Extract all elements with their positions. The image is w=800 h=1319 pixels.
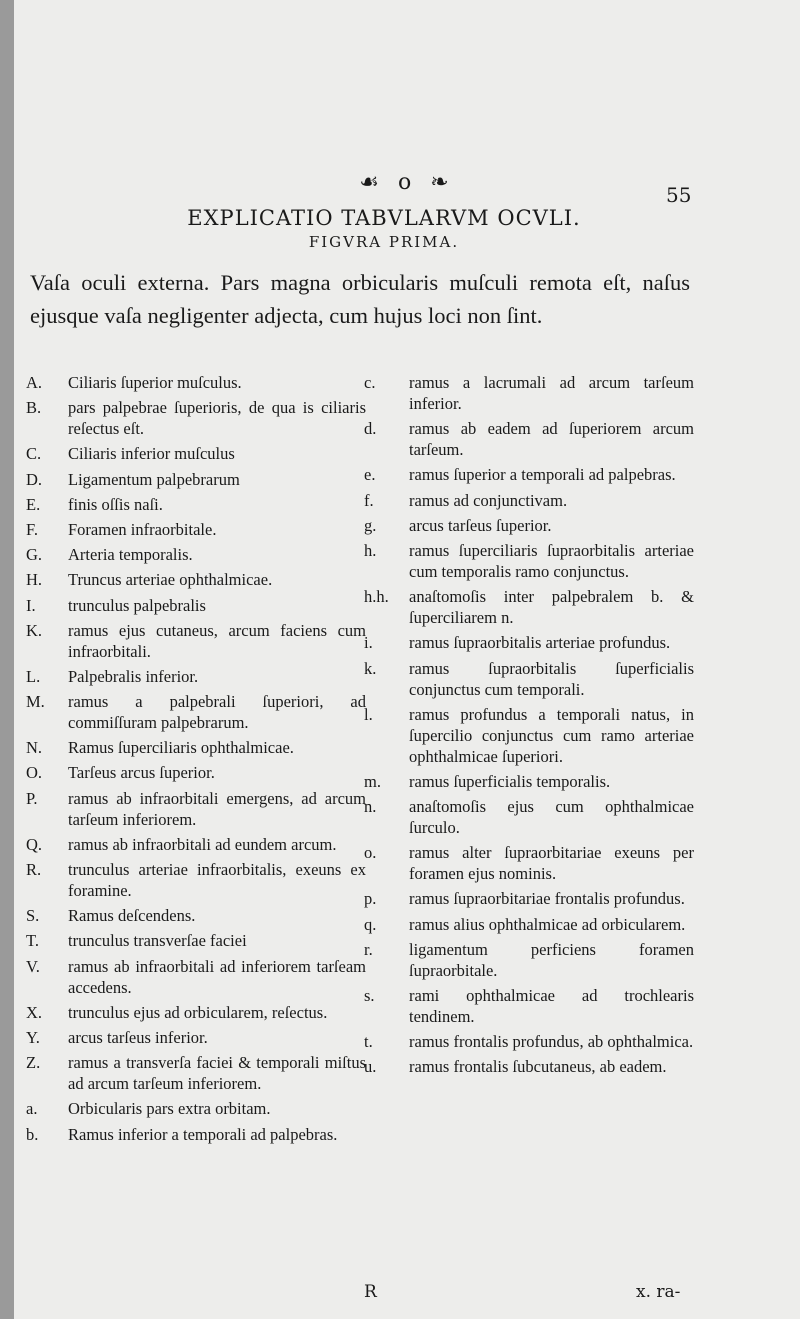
legend-key: c. [364, 373, 376, 392]
legend-text: ramus a palpebrali ſuperiori, ad commiſſuram palpebrarum. [68, 692, 366, 733]
legend-entry [26, 1027, 366, 1048]
legend-key: Z. [26, 1053, 41, 1073]
legend-entry [26, 859, 366, 901]
legend-text: Ciliaris inferior muſculus [68, 444, 235, 464]
legend-entry [26, 930, 366, 951]
legend-key: F. [26, 519, 38, 539]
legend-key: r. [364, 939, 373, 959]
legend-entry [364, 704, 694, 767]
legend-key: K. [26, 620, 43, 640]
legend-text: rami ophthalmicae ad trochlearis tendinem. [409, 986, 694, 1026]
legend-text: ramus ſupraorbitalis ſuperficialis conjunctus cum temporali. [409, 658, 694, 699]
legend-text: ramus frontalis profundus, ab ophthalmica. [409, 1032, 694, 1052]
legend-entry [364, 515, 694, 536]
legend-text: ramus ſuperior a temporali ad palpebras. [409, 465, 676, 485]
catchword: x. ra- [636, 1282, 681, 1302]
page-title: EXPLICATIO TABVLARVM OCVLI. [187, 206, 581, 230]
legend-entry [26, 620, 366, 662]
legend-key: h.h. [364, 587, 389, 607]
legend-key: d. [364, 419, 377, 439]
legend-key: p. [364, 889, 377, 909]
legend-key: t. [364, 1032, 373, 1052]
legend-text: ligamentum perficiens foramen ſupraorbitale. [409, 939, 694, 980]
legend-entry [26, 1052, 366, 1094]
legend-entry [364, 796, 694, 838]
legend-entry [364, 771, 694, 792]
legend-text: ramus alius ophthalmicae ad orbicularem. [409, 914, 686, 934]
legend-key: f. [364, 490, 374, 510]
legend-key: H. [26, 570, 43, 590]
legend-entry [364, 490, 694, 511]
legend-text: ramus ab eadem ad ſuperiorem arcum tarſeum. [409, 419, 694, 460]
legend-text: ramus a lacrumali ad arcum tarſeum inferior. [409, 373, 694, 413]
legend-entry [26, 372, 366, 393]
legend-text: trunculus palpebralis [68, 595, 206, 615]
legend-text: Ligamentum palpebrarum [68, 469, 240, 489]
legend-key: o. [364, 843, 377, 863]
legend-key: L. [26, 666, 41, 686]
legend-text: trunculus transverſae faciei [68, 931, 247, 951]
right-legend-column [364, 372, 694, 1082]
legend-entry [364, 914, 694, 935]
legend-text: ramus ab infraorbitali ad inferiorem tarſeam accedens. [68, 956, 366, 997]
legend-key: T. [26, 931, 39, 951]
legend-text: ramus ſuperciliaris ſupraorbitalis arteriae cum temporalis ramo conjunctus. [409, 540, 694, 581]
legend-text: ramus ad conjunctivam. [409, 490, 568, 510]
legend-text: anaſtomoſis ejus cum ophthalmicae ſurculo. [409, 797, 694, 838]
legend-key: R. [26, 860, 42, 879]
legend-entry [364, 586, 694, 628]
legend-entry [26, 494, 366, 515]
legend-key: h. [364, 540, 377, 560]
legend-entry [364, 418, 694, 460]
legend-text: ramus ejus cutaneus, arcum faciens cum infraorbitali. [68, 620, 366, 661]
legend-entry [26, 788, 366, 830]
legend-text: ramus ſupraorbitariae frontalis profundus. [409, 889, 685, 909]
legend-key: A. [26, 373, 43, 392]
legend-text: finis oſſis naſi. [68, 494, 163, 514]
legend-key: q. [364, 914, 377, 934]
legend-text: ramus alter ſupraorbitariae exeuns per foramen ejus nominis. [409, 843, 694, 884]
legend-entry [364, 658, 694, 700]
legend-key: S. [26, 906, 40, 926]
legend-key: D. [26, 469, 43, 489]
legend-key: i. [364, 633, 373, 653]
legend-entry [26, 762, 366, 783]
legend-entry [364, 939, 694, 981]
legend-key: e. [364, 465, 376, 485]
legend-key: O. [26, 763, 43, 783]
legend-key: X. [26, 1002, 43, 1022]
legend-key: Q. [26, 834, 43, 854]
legend-key: s. [364, 986, 375, 1005]
legend-text: Foramen infraorbitale. [68, 519, 217, 539]
legend-text: ramus frontalis ſubcutaneus, ab eadem. [409, 1057, 667, 1077]
legend-text: pars palpebrae ſuperioris, de qua is ciliaris reſectus eſt. [68, 398, 366, 439]
legend-text: Ramus inferior a temporali ad palpebras. [68, 1124, 338, 1144]
legend-text: ramus ſupraorbitalis arteriae profundus. [409, 633, 671, 653]
legend-text: Truncus arteriae ophthalmicae. [68, 570, 273, 590]
signature-mark: R [364, 1282, 377, 1302]
legend-key: u. [364, 1057, 377, 1077]
legend-text: Ramus ſuperciliaris ophthalmicae. [68, 738, 294, 758]
legend-text: ramus a transverſa faciei & temporali miſtus ad arcum tarſeum inferiorem. [68, 1053, 366, 1094]
legend-entry [26, 544, 366, 565]
page-number: 55 [666, 183, 692, 207]
legend-text: trunculus ejus ad orbicularem, reſectus. [68, 1002, 328, 1022]
legend-entry [26, 737, 366, 758]
legend-key: E. [26, 494, 41, 514]
legend-key: a. [26, 1099, 38, 1119]
legend-entry [26, 956, 366, 998]
legend-entry [26, 443, 366, 464]
intro-paragraph: Vaſa oculi externa. Pars magna orbicularis muſculi remota eſt, naſus ejusque vaſa negligenter adjecta, cum hujus loci non ſint. [30, 270, 690, 328]
legend-entry [26, 905, 366, 926]
legend-key: V. [26, 956, 40, 976]
legend-key: l. [364, 704, 373, 724]
legend-text: ramus ab infraorbitali ad eundem arcum. [68, 834, 337, 854]
legend-entry [26, 1124, 366, 1145]
legend-entry [364, 464, 694, 485]
legend-entry [364, 1031, 694, 1052]
legend-entry [26, 519, 366, 540]
legend-entry [26, 397, 366, 439]
legend-key: N. [26, 738, 43, 758]
legend-entry [364, 372, 694, 414]
legend-text: ramus profundus a temporali natus, in ſupercilio conjunctus cum ramo arteriae ophthalmicae ſuperiori. [409, 704, 694, 766]
ornament-headpiece: ☙ o ❧ [359, 170, 455, 195]
legend-entry [364, 540, 694, 582]
legend-entry [364, 1056, 694, 1077]
figure-subtitle: FIGVRA PRIMA. [308, 233, 460, 251]
legend-text: ramus ſuperficialis temporalis. [409, 771, 611, 791]
legend-entry [364, 632, 694, 653]
book-page [14, 0, 800, 1319]
legend-key: B. [26, 398, 42, 418]
legend-key: m. [364, 771, 381, 791]
legend-text: Ciliaris ſuperior muſculus. [68, 373, 242, 392]
legend-entry [26, 834, 366, 855]
legend-text: ramus ab infraorbitali emergens, ad arcum tarſeum inferiorem. [68, 788, 366, 829]
legend-text: Tarſeus arcus ſuperior. [68, 763, 215, 783]
legend-key: I. [26, 595, 36, 615]
legend-key: C. [26, 444, 42, 464]
legend-entry [26, 595, 366, 616]
legend-text: arcus tarſeus ſuperior. [409, 515, 552, 535]
legend-key: P. [26, 788, 38, 808]
legend-entry [364, 985, 694, 1027]
legend-key: k. [364, 658, 377, 678]
legend-text: Orbicularis pars extra orbitam. [68, 1099, 271, 1119]
legend-entry [26, 1002, 366, 1023]
legend-key: M. [26, 692, 45, 712]
legend-key: Y. [26, 1027, 40, 1047]
legend-entry [26, 469, 366, 490]
legend-entry [26, 666, 366, 687]
legend-entry [26, 691, 366, 733]
legend-entry [364, 888, 694, 909]
legend-text: Ramus deſcendens. [68, 906, 196, 926]
legend-text: arcus tarſeus inferior. [68, 1027, 208, 1047]
legend-key: b. [26, 1124, 39, 1144]
legend-key: g. [364, 515, 377, 535]
legend-entry [26, 1098, 366, 1119]
legend-key: n. [364, 797, 377, 817]
legend-text: Palpebralis inferior. [68, 666, 199, 686]
legend-key: G. [26, 545, 43, 565]
legend-entry [364, 842, 694, 884]
legend-text: trunculus arteriae infraorbitalis, exeuns ex foramine. [68, 860, 366, 900]
legend-entry [26, 569, 366, 590]
legend-text: Arteria temporalis. [68, 545, 193, 565]
left-legend-column [26, 372, 366, 1149]
legend-text: anaſtomoſis inter palpebralem b. & ſuperciliarem n. [409, 587, 694, 628]
